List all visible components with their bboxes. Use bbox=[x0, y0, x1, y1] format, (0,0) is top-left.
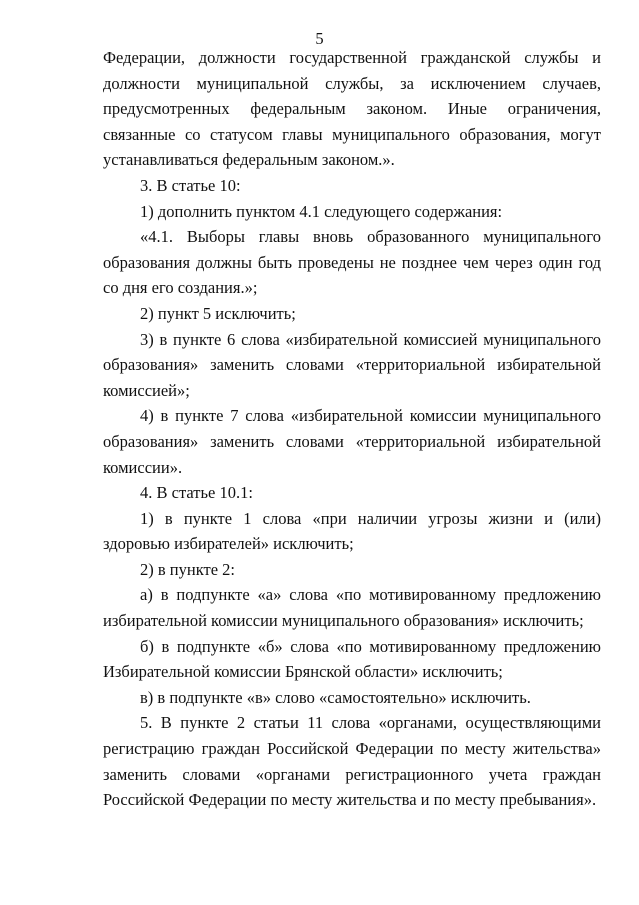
paragraph-subitem-b: б) в подпункте «б» слова «по мотивированному предложению Избирательной комиссии Брянской области» исключить; bbox=[103, 636, 601, 682]
paragraph-subitem-a: а) в подпункте «а» слова «по мотивированному предложению избирательной комиссии муниципального образования» исключить; bbox=[103, 585, 601, 631]
paragraph-continuation: Федерации, должности государственной гражданской службы и должности муниципальной службы, за исключением случаев, предусмотренных федеральным законом. Иные ограничения, связанные со статусом главы муниципального образования, могут устанавливаться федеральным законом.». bbox=[103, 48, 601, 170]
page-number: 5 bbox=[315, 29, 324, 48]
document-body bbox=[103, 45, 601, 813]
paragraph-article-11-item-5: 5. В пункте 2 статьи 11 слова «органами, осуществляющими регистрацию граждан Российской Федерации по месту жительства» заменить словами «органами регистрационного учета граждан Российской Федерации по месту жительства и по месту пребывания». bbox=[103, 713, 601, 810]
paragraph-article-10-1-heading: 4. В статье 10.1: bbox=[140, 483, 253, 503]
paragraph-article-10-heading: 3. В статье 10: bbox=[140, 175, 241, 195]
paragraph-article-10-item-2: 2) пункт 5 исключить; bbox=[140, 303, 296, 323]
paragraph-article-10-1-item-2: 2) в пункте 2: bbox=[140, 559, 235, 579]
paragraph-article-10-item-1: 1) дополнить пунктом 4.1 следующего содержания: bbox=[140, 201, 503, 221]
paragraph-article-10-quote: «4.1. Выборы главы вновь образованного муниципального образования должны быть проведены не позднее чем через один год со дня его создания.»; bbox=[103, 227, 601, 298]
paragraph-article-10-1-item-1: 1) в пункте 1 слова «при наличии угрозы жизни и (или) здоровью избирателей» исключить; bbox=[103, 508, 601, 554]
paragraph-article-10-item-4: 4) в пункте 7 слова «избирательной комиссии муниципального образования» заменить словами «территориальной избирательной комиссии». bbox=[103, 406, 601, 477]
paragraph-article-10-item-3: 3) в пункте 6 слова «избирательной комиссией муниципального образования» заменить словами «территориальной избирательной комиссией»; bbox=[103, 329, 601, 400]
paragraph-subitem-v: в) в подпункте «в» слово «самостоятельно» исключить. bbox=[140, 687, 531, 707]
